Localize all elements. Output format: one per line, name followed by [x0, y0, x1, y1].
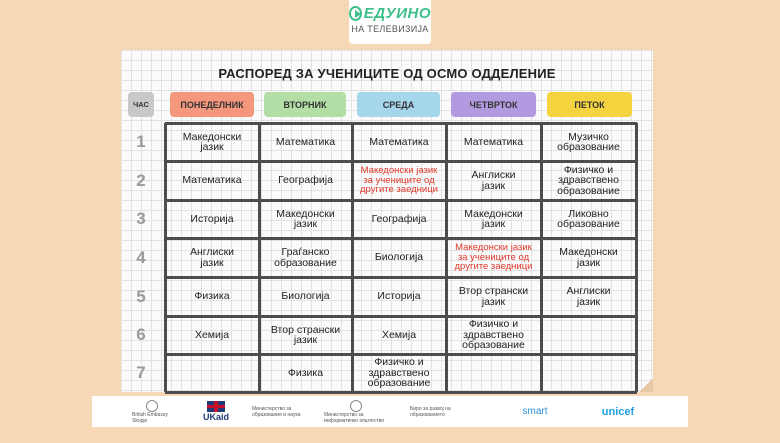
unicef-label: unicef [601, 405, 635, 418]
cell-text [183, 132, 242, 153]
schedule-cell [543, 356, 634, 390]
schedule-cell [448, 163, 539, 198]
cell-line: Физичко и [468, 318, 519, 331]
cell-text [375, 252, 423, 263]
cell-line: Македонски [182, 130, 242, 143]
play-icon [349, 6, 362, 21]
cell-line: Математика [463, 135, 524, 148]
cell-text [557, 209, 620, 230]
smart-label: smart [522, 406, 548, 417]
cell-line: Македонски јазик [455, 242, 532, 254]
bureau-label: Биро за развој на образованието [410, 405, 451, 418]
schedule-cell [543, 202, 634, 236]
cell-line: Македонски [464, 207, 523, 220]
cell-line: образование [557, 184, 620, 197]
ministry-crest-icon [350, 400, 362, 412]
cell-text [557, 132, 620, 153]
cell-line: Географија [371, 212, 427, 225]
cell-text [455, 243, 533, 272]
schedule-cell [261, 356, 350, 390]
schedule-cell [261, 279, 350, 314]
cell-line: јазик [481, 295, 506, 308]
cell-line: Биологија [374, 251, 424, 264]
cell-text [368, 357, 431, 389]
period-number: 5 [136, 286, 146, 306]
cell-line: Историја [377, 290, 421, 303]
schedule-cell [543, 125, 634, 159]
cell-line: јазик [293, 334, 318, 346]
cell-text [369, 137, 428, 148]
cell-line: јазик [200, 141, 224, 153]
cell-line: другите заедници [360, 184, 438, 196]
embassy-label: British Embassy Skopje [132, 411, 168, 424]
ministry2-label: Министерство за информатичко општество [324, 411, 385, 424]
header-monday: ПОНЕДЕЛНИК [170, 92, 254, 117]
schedule-cell [354, 202, 444, 236]
page-title: РАСПОРЕД ЗА УЧЕНИЦИТЕ ОД ОСМО ОДДЕЛЕНИЕ [218, 66, 556, 81]
cell-text [462, 319, 525, 351]
footer-logos [92, 396, 688, 427]
cell-line: јазик [200, 256, 224, 269]
cell-text [377, 291, 420, 302]
cell-line: Хемија [194, 328, 230, 341]
cell-line: Англиски [566, 285, 611, 297]
cell-line: здравствено [463, 328, 524, 341]
schedule-cell [354, 125, 444, 159]
cell-text [459, 286, 528, 307]
cell-line: Физичко и [374, 356, 424, 369]
cell-line: Втор странски [458, 285, 529, 297]
cell-text [557, 165, 620, 197]
cell-line: јазик [293, 218, 318, 230]
ukaid-label: UKaid [202, 412, 229, 422]
cell-line: за учениците од [363, 174, 435, 186]
schedule-cell [354, 318, 444, 352]
cell-line: Хемија [381, 328, 417, 341]
header-wednesday: СРЕДА [357, 92, 440, 117]
cell-text [281, 291, 329, 302]
schedule-cell [448, 318, 539, 352]
cell-line: образование [274, 256, 337, 269]
cell-line: здравствено [558, 174, 619, 187]
logo-brand [349, 5, 431, 22]
schedule-cell [354, 356, 444, 390]
schedule-cell [167, 279, 257, 314]
schedule-cell [167, 356, 257, 390]
schedule-cell [261, 202, 350, 236]
cell-line: другите заедници [454, 261, 533, 273]
cell-line: Ликовно [568, 207, 609, 220]
cell-line: Втор странски [270, 323, 341, 336]
cell-line: Музичко [568, 130, 609, 143]
cell-text [194, 291, 229, 302]
cell-line: Математика [275, 135, 336, 148]
cell-line: Биологија [281, 290, 330, 303]
ukaid-logo [198, 396, 234, 427]
period-number: 1 [136, 132, 146, 151]
period-number: 7 [136, 363, 146, 382]
cell-line: Македонски [276, 207, 335, 220]
crest-icon [146, 400, 158, 412]
cell-line: јазик [481, 179, 506, 192]
ministry1-logo [252, 396, 316, 427]
cell-text [182, 175, 241, 186]
schedule-cell [167, 240, 257, 275]
cell-text [276, 137, 335, 148]
period-number: 3 [136, 209, 146, 228]
schedule-cell [448, 202, 539, 236]
cell-text [271, 325, 340, 346]
ministry2-logo [324, 396, 388, 427]
cell-line: здравствено [368, 366, 430, 379]
schedule-cell [448, 125, 539, 159]
cell-text [471, 170, 515, 191]
cell-line: Физичко и [563, 163, 614, 176]
schedule-cell [261, 318, 350, 352]
unicef-logo [590, 396, 646, 427]
schedule-cell [354, 279, 444, 314]
cell-line: образование [367, 377, 431, 390]
cell-text [559, 247, 618, 268]
cell-line: Историја [190, 212, 234, 225]
uk-flag-icon [207, 401, 225, 412]
header-thursday: ЧЕТВРТОК [451, 92, 536, 117]
cell-line: образование [557, 141, 620, 153]
schedule-cell [167, 163, 257, 198]
cell-text [278, 175, 333, 186]
schedule-cell [167, 125, 257, 159]
cell-line: Географија [278, 174, 333, 187]
grid-line-vertical [635, 123, 638, 392]
cell-line: образование [557, 218, 620, 230]
cell-text [274, 247, 337, 268]
schedule-cell [167, 318, 257, 352]
cell-line: Физика [194, 290, 230, 303]
cell-line: Физика [287, 366, 324, 379]
cell-line: Македонски јазик [360, 165, 438, 177]
schedule-cell [448, 240, 539, 275]
cell-text [276, 209, 335, 230]
cell-line: Математика [182, 174, 242, 187]
cell-line: Англиски [471, 169, 516, 181]
schedule-cell [543, 318, 634, 352]
cell-line: образование [462, 339, 525, 352]
schedule-cell [261, 240, 350, 275]
cell-line: Македонски [559, 246, 618, 258]
ministry1-label: Министерство за образование и наука [252, 405, 301, 418]
smart-logo [510, 396, 560, 427]
schedule-cell [448, 356, 539, 390]
cell-line: Англиски [189, 246, 235, 258]
logo-subtitle: НА ТЕЛЕВИЗИЈА [351, 24, 429, 34]
cell-text [372, 214, 427, 225]
schedule-cell [354, 163, 444, 198]
cell-text [566, 286, 610, 307]
schedule-cell [354, 240, 444, 275]
cell-line: јазик [481, 218, 506, 230]
logo-brand-text: ЕДУИНО [363, 5, 431, 22]
period-number: 4 [136, 247, 146, 267]
bureau-logo [410, 396, 474, 427]
cell-text [464, 137, 523, 148]
cell-text [190, 214, 233, 225]
cell-text [360, 166, 438, 195]
cell-text [195, 330, 229, 341]
schedule-cell [543, 163, 634, 198]
schedule-cell [167, 202, 257, 236]
eduino-logo [349, 0, 431, 44]
embassy-logo [132, 396, 172, 427]
header-friday: ПЕТОК [547, 92, 632, 117]
header-period: ЧАС [128, 92, 154, 117]
cell-text [288, 368, 323, 379]
cell-text [464, 209, 523, 230]
schedule-cell [543, 240, 634, 275]
grid-line-horizontal [165, 391, 637, 394]
period-number: 6 [136, 325, 146, 344]
schedule-cell [448, 279, 539, 314]
cell-line: јазик [576, 256, 601, 269]
schedule-cell [543, 279, 634, 314]
cell-line: Математика [369, 135, 429, 148]
cell-text [382, 330, 416, 341]
header-tuesday: ВТОРНИК [264, 92, 346, 117]
paper-curl [639, 378, 653, 392]
period-number: 2 [136, 170, 146, 190]
cell-line: за учениците од [457, 251, 530, 263]
schedule-cell [261, 125, 350, 159]
cell-line: јазик [576, 295, 601, 308]
cell-line: Граѓанско [281, 246, 330, 258]
schedule-cell [261, 163, 350, 198]
cell-text [190, 247, 234, 268]
